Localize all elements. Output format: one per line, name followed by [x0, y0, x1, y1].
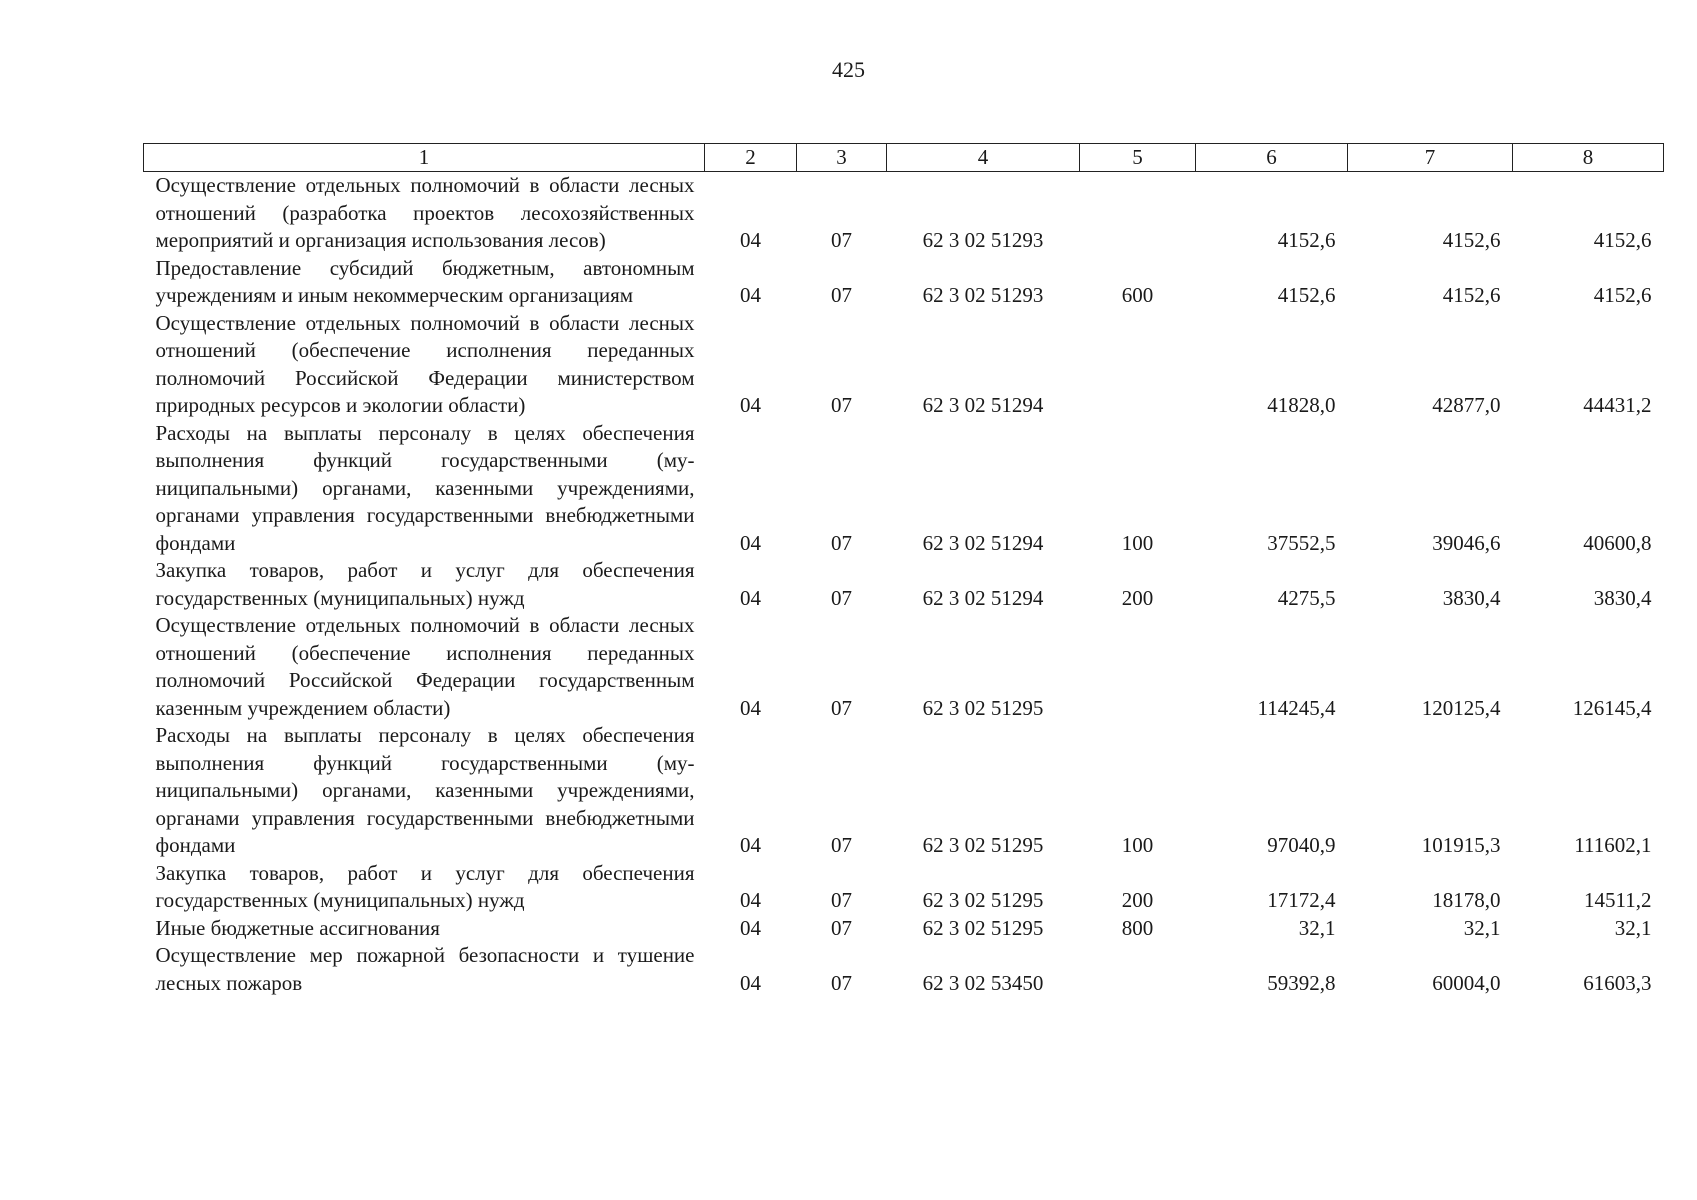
- row-value-8: 3830,4: [1593, 585, 1652, 610]
- row-subsection: 07: [831, 530, 852, 555]
- row-name: Закупка товаров, работ и услуг для обеспечения государственных (муниципальных) нужд: [155, 558, 695, 610]
- page-number: 425: [832, 57, 865, 82]
- header-col-5: 5: [1080, 144, 1196, 172]
- row-value-8: 44431,2: [1583, 393, 1652, 417]
- row-value-7: 4152,6: [1442, 283, 1501, 307]
- row-value-7: 101915,3: [1421, 833, 1501, 857]
- row-subsection: 07: [831, 888, 852, 912]
- row-name: Осуществление отдельных полномочий в области лесных отношений (обеспечение исполнения переданных полномочий Российской Федерации государственным казенным учреждением области): [155, 613, 695, 720]
- row-value-6: 41828,0: [1267, 393, 1336, 417]
- table-row: [144, 420, 1664, 558]
- row-value-8: 4152,6: [1593, 283, 1652, 307]
- row-value-8: 32,1: [1614, 915, 1652, 940]
- row-value-7: 39046,6: [1432, 530, 1501, 555]
- row-value-7: 3830,4: [1442, 585, 1501, 610]
- row-name: Расходы на выплаты персоналу в целях обеспечения выполнения функций государственными (муниципальными) органами, казенными учреждениями, органами управления государственными внебюджетными фондами: [155, 420, 695, 555]
- row-section: 04: [740, 970, 761, 995]
- table-row: [144, 915, 1664, 943]
- row-value-7: 18178,0: [1432, 888, 1501, 912]
- row-value-6: 4152,6: [1277, 283, 1336, 307]
- row-value-7: 42877,0: [1432, 393, 1501, 417]
- row-value-6: 17172,4: [1267, 888, 1336, 912]
- row-value-8: 14511,2: [1584, 888, 1652, 912]
- table-row: [144, 255, 1664, 310]
- row-value-8: 111602,1: [1574, 833, 1652, 857]
- row-expense-type: 100: [1121, 833, 1154, 857]
- row-target-article: 62 3 02 53450: [922, 970, 1044, 995]
- row-value-8: 40600,8: [1583, 530, 1652, 555]
- header-col-8: 8: [1513, 144, 1664, 172]
- row-section: 04: [740, 530, 761, 555]
- row-name: Осуществление отдельных полномочий в области лесных отношений (разработка проектов лесохозяйственных мероприятий и организация использования лесов): [155, 173, 695, 252]
- row-name: Расходы на выплаты персоналу в целях обеспечения выполнения функций государственными (муниципальными) органами, казенными учреждениями, органами управления государственными внебюджетными фондами: [155, 723, 695, 857]
- row-section: 04: [740, 888, 761, 912]
- row-value-6: 37552,5: [1267, 530, 1336, 555]
- row-subsection: 07: [831, 833, 852, 857]
- table-header: [144, 144, 1664, 172]
- row-value-6: 32,1: [1298, 915, 1336, 940]
- row-target-article: 62 3 02 51294: [922, 585, 1044, 610]
- row-expense-type: 200: [1121, 888, 1154, 912]
- row-value-6: 114245,4: [1257, 695, 1336, 720]
- row-value-8: 4152,6: [1593, 228, 1652, 252]
- header-col-1: 1: [144, 144, 705, 172]
- table-row: [144, 860, 1664, 915]
- header-col-2: 2: [705, 144, 797, 172]
- row-subsection: 07: [831, 695, 852, 720]
- row-name: Иные бюджетные ассигнования: [155, 915, 440, 940]
- row-subsection: 07: [831, 915, 852, 940]
- row-value-8: 61603,3: [1583, 970, 1652, 995]
- row-section: 04: [740, 833, 761, 857]
- row-subsection: 07: [831, 393, 852, 417]
- table-row: [144, 942, 1664, 997]
- row-target-article: 62 3 02 51295: [922, 888, 1044, 912]
- table-row: [144, 557, 1664, 612]
- row-target-article: 62 3 02 51295: [922, 915, 1044, 940]
- row-expense-type: [1080, 172, 1196, 255]
- header-col-7: 7: [1348, 144, 1513, 172]
- header-col-3: 3: [797, 144, 887, 172]
- row-name: Осуществление мер пожарной безопасности и тушение лесных пожаров: [155, 943, 695, 995]
- table-row: [144, 722, 1664, 860]
- row-value-7: 32,1: [1463, 915, 1501, 940]
- row-name: Осуществление отдельных полномочий в области лесных отношений (обеспечение исполнения переданных полномочий Российской Федерации министерством природных ресурсов и экологии области): [155, 310, 695, 417]
- row-section: 04: [740, 228, 761, 252]
- table-row: [144, 310, 1664, 420]
- row-subsection: 07: [831, 970, 852, 995]
- row-expense-type: [1080, 612, 1196, 722]
- header-col-6: 6: [1196, 144, 1348, 172]
- row-target-article: 62 3 02 51295: [922, 833, 1044, 857]
- row-expense-type: [1080, 310, 1196, 420]
- row-expense-type: 100: [1121, 530, 1154, 555]
- budget-table: [143, 143, 1664, 997]
- table-body: [144, 172, 1664, 998]
- row-subsection: 07: [831, 228, 852, 252]
- header-row: [144, 144, 1664, 172]
- row-expense-type: 200: [1121, 585, 1154, 610]
- row-value-6: 4152,6: [1277, 228, 1336, 252]
- row-section: 04: [740, 915, 761, 940]
- row-section: 04: [740, 695, 761, 720]
- row-target-article: 62 3 02 51295: [922, 695, 1044, 720]
- row-section: 04: [740, 393, 761, 417]
- row-subsection: 07: [831, 283, 852, 307]
- row-name: Предоставление субсидий бюджетным, автономным учреждениям и иным некоммерческим организациям: [155, 255, 695, 307]
- row-expense-type: 600: [1121, 283, 1154, 307]
- header-col-4: 4: [887, 144, 1080, 172]
- row-section: 04: [740, 585, 761, 610]
- row-name: Закупка товаров, работ и услуг для обеспечения государственных (муниципальных) нужд: [155, 860, 695, 912]
- row-value-8: 126145,4: [1572, 695, 1652, 720]
- row-value-7: 120125,4: [1421, 695, 1501, 720]
- table-row: [144, 612, 1664, 722]
- row-expense-type: [1080, 942, 1196, 997]
- row-value-7: 60004,0: [1432, 970, 1501, 995]
- row-value-6: 59392,8: [1267, 970, 1336, 995]
- row-section: 04: [740, 283, 761, 307]
- table-row: [144, 172, 1664, 255]
- row-value-6: 4275,5: [1277, 585, 1336, 610]
- row-value-6: 97040,9: [1267, 833, 1336, 857]
- row-target-article: 62 3 02 51294: [922, 393, 1044, 417]
- row-value-7: 4152,6: [1442, 228, 1501, 252]
- row-expense-type: 800: [1121, 915, 1154, 940]
- row-target-article: 62 3 02 51293: [922, 228, 1044, 252]
- row-target-article: 62 3 02 51293: [922, 283, 1044, 307]
- row-subsection: 07: [831, 585, 852, 610]
- row-target-article: 62 3 02 51294: [922, 530, 1044, 555]
